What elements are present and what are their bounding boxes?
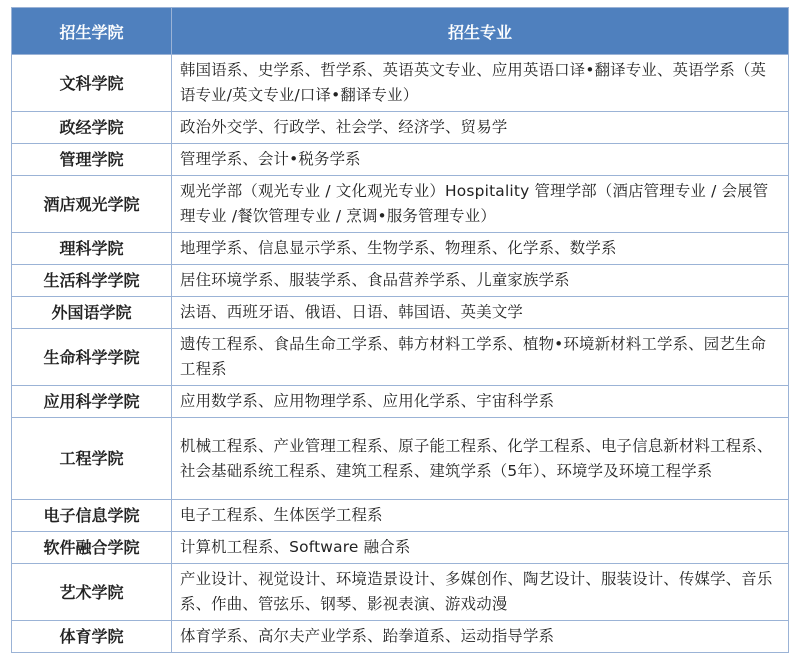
college-name: 体育学院 xyxy=(12,621,172,653)
college-name: 艺术学院 xyxy=(12,564,172,621)
table-row xyxy=(12,329,789,386)
table-row xyxy=(12,500,789,532)
college-name: 生活科学学院 xyxy=(12,265,172,297)
table-row xyxy=(12,621,789,653)
college-name: 管理学院 xyxy=(12,144,172,176)
college-majors: 应用数学系、应用物理学系、应用化学系、宇宙科学系 xyxy=(172,386,789,418)
table-row xyxy=(12,176,789,233)
college-name: 工程学院 xyxy=(12,418,172,500)
table-header-row xyxy=(12,8,789,55)
college-majors: 居住环境学系、服装学系、食品营养学系、儿童家族学系 xyxy=(172,265,789,297)
college-name: 文科学院 xyxy=(12,55,172,112)
table-row xyxy=(12,144,789,176)
table-row xyxy=(12,418,789,500)
college-majors: 政治外交学、行政学、社会学、经济学、贸易学 xyxy=(172,112,789,144)
table-row xyxy=(12,564,789,621)
table-row xyxy=(12,233,789,265)
table-row xyxy=(12,265,789,297)
college-name: 软件融合学院 xyxy=(12,532,172,564)
college-majors: 机械工程系、产业管理工程系、原子能工程系、化学工程系、电子信息新材料工程系、社会基础系统工程系、建筑工程系、建筑学系（5年）、环境学及环境工程学系 xyxy=(172,418,789,500)
college-name: 电子信息学院 xyxy=(12,500,172,532)
college-majors: 管理学系、会计•税务学系 xyxy=(172,144,789,176)
college-name: 应用科学学院 xyxy=(12,386,172,418)
college-name: 酒店观光学院 xyxy=(12,176,172,233)
college-majors: 法语、西班牙语、俄语、日语、韩国语、英美文学 xyxy=(172,297,789,329)
table-row xyxy=(12,112,789,144)
college-majors: 遗传工程系、食品生命工学系、韩方材料工学系、植物•环境新材料工学系、园艺生命工程系 xyxy=(172,329,789,386)
table-row xyxy=(12,297,789,329)
college-name: 外国语学院 xyxy=(12,297,172,329)
college-majors: 产业设计、视觉设计、环境造景设计、多媒创作、陶艺设计、服装设计、传媒学、音乐系、作曲、管弦乐、钢琴、影视表演、游戏动漫 xyxy=(172,564,789,621)
college-majors: 体育学系、高尔夫产业学系、跆拳道系、运动指导学系 xyxy=(172,621,789,653)
college-majors: 电子工程系、生体医学工程系 xyxy=(172,500,789,532)
header-college: 招生学院 xyxy=(12,8,172,55)
header-majors: 招生专业 xyxy=(172,8,789,55)
college-name: 生命科学学院 xyxy=(12,329,172,386)
college-majors: 计算机工程系、Software 融合系 xyxy=(172,532,789,564)
college-name: 理科学院 xyxy=(12,233,172,265)
table-row xyxy=(12,55,789,112)
admissions-table-container xyxy=(11,7,788,653)
college-majors: 地理学系、信息显示学系、生物学系、物理系、化学系、数学系 xyxy=(172,233,789,265)
college-name: 政经学院 xyxy=(12,112,172,144)
college-majors: 观光学部（观光专业 / 文化观光专业）Hospitality 管理学部（酒店管理专业 / 会展管理专业 /餐饮管理专业 / 烹调•服务管理专业） xyxy=(172,176,789,233)
admissions-table xyxy=(11,7,789,653)
table-row xyxy=(12,386,789,418)
table-row xyxy=(12,532,789,564)
college-majors: 韩国语系、史学系、哲学系、英语英文专业、应用英语口译•翻译专业、英语学系（英语专业/英文专业/口译•翻译专业） xyxy=(172,55,789,112)
